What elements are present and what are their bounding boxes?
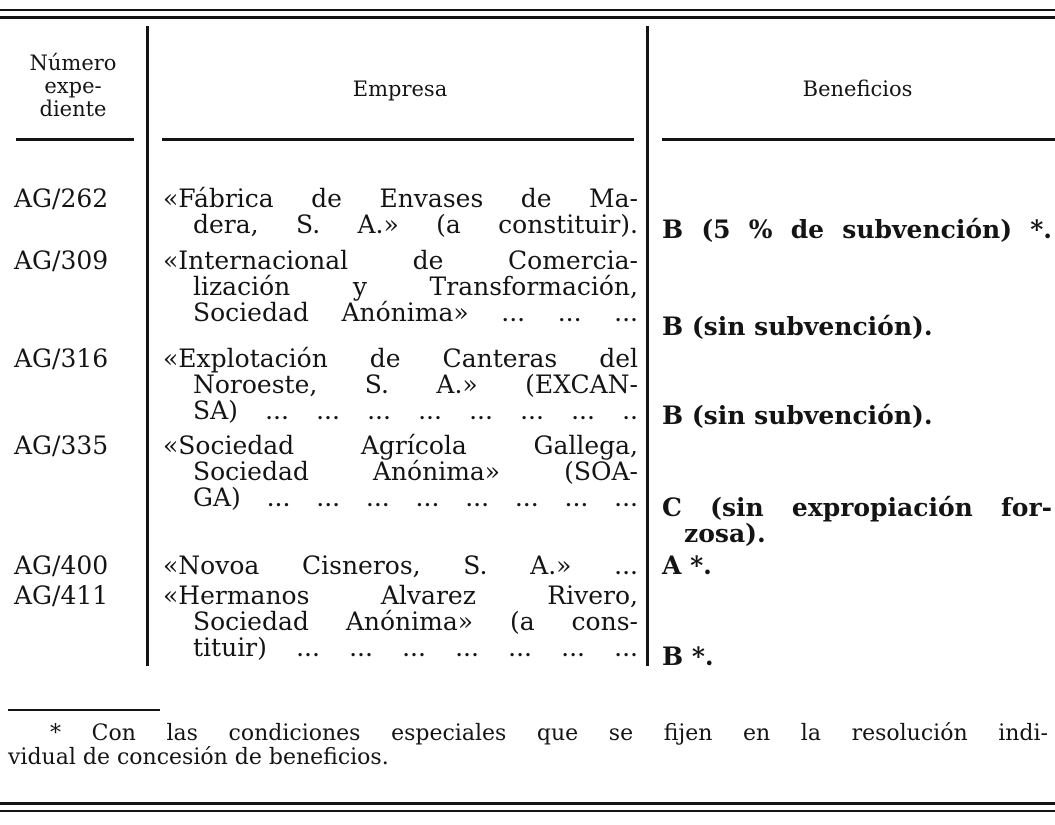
header-numero-expediente: [8, 52, 138, 121]
header-numero-line-2: expe-: [44, 74, 102, 98]
row-4-beneficios-line-2: zosa).: [684, 519, 766, 548]
header-rule-col2: [162, 138, 634, 141]
row-1-empresa-line-2: dera, S. A.» (a constituir).: [193, 210, 638, 239]
row-2-beneficios-line-1: B (sin subvención).: [662, 312, 933, 341]
row-6-empresa-line-2: Sociedad Anónima» (a cons-: [193, 607, 638, 636]
row-6-beneficios-line-1: B *.: [662, 642, 714, 671]
row-4-empresa: [163, 433, 638, 511]
row-3-empresa-line-2: Noroeste, S. A.» (EXCAN-: [193, 370, 638, 399]
row-6-empresa-line-3: tituir) ... ... ... ... ... ... ...: [193, 633, 638, 662]
top-rule-thick: [0, 16, 1055, 19]
row-2-empresa-line-3: Sociedad Anónima» ... ... ...: [193, 298, 638, 327]
column-divider-1: [146, 26, 149, 666]
row-1-beneficios: [662, 217, 1052, 243]
header-rule-col3: [662, 138, 1055, 141]
row-1-numero: AG/262: [14, 184, 109, 213]
footnote-line-1: * Con las condiciones especiales que se fijen en la resolución indi-: [50, 721, 1048, 746]
row-2-empresa-line-1: «Internacional de Comercia-: [163, 246, 638, 275]
row-3-numero: AG/316: [14, 344, 109, 373]
row-5-numero: AG/400: [14, 551, 109, 580]
column-divider-2: [646, 26, 649, 666]
header-empresa: Empresa: [352, 77, 448, 101]
row-5-beneficios-line-1: A *.: [662, 551, 712, 580]
row-5-beneficios: [662, 553, 1052, 579]
row-1-empresa: [163, 186, 638, 238]
row-3-beneficios: [662, 403, 1052, 429]
row-4-empresa-line-1: «Sociedad Agrícola Gallega,: [163, 431, 638, 460]
row-6-numero: AG/411: [14, 581, 109, 610]
header-beneficios: Beneficios: [802, 77, 913, 101]
row-1-empresa-line-1: «Fábrica de Envases de Ma-: [163, 184, 638, 213]
row-1-beneficios-line-1: B (5 % de subvención) *.: [662, 215, 1052, 244]
row-6-empresa: [163, 583, 638, 661]
footnote: [8, 722, 1048, 770]
row-4-numero: AG/335: [14, 431, 109, 460]
row-2-beneficios: [662, 314, 1052, 340]
top-rule-thin: [0, 9, 1055, 11]
row-3-empresa: [163, 346, 638, 424]
row-5-empresa-line-1: «Novoa Cisneros, S. A.» ...: [163, 551, 638, 580]
row-4-beneficios-line-1: C (sin expropiación for-: [662, 493, 1052, 522]
header-rule-col1: [16, 138, 134, 141]
row-3-empresa-line-1: «Explotación de Canteras del: [163, 344, 638, 373]
row-6-beneficios: [662, 644, 1052, 670]
row-4-empresa-line-3: GA) ... ... ... ... ... ... ... ...: [193, 483, 638, 512]
footnote-separator: [8, 709, 160, 711]
bottom-rule-thick: [0, 802, 1055, 805]
footnote-line-2: vidual de concesión de beneficios.: [8, 745, 389, 770]
row-4-empresa-line-2: Sociedad Anónima» (SOA-: [193, 457, 638, 486]
header-numero-line-3: diente: [39, 97, 107, 121]
row-3-empresa-line-3: SA) ... ... ... ... ... ... ... ..: [193, 396, 638, 425]
row-3-beneficios-line-1: B (sin subvención).: [662, 401, 933, 430]
bottom-rule-thin: [0, 810, 1055, 812]
header-numero-line-1: Número: [29, 51, 117, 75]
row-6-empresa-line-1: «Hermanos Alvarez Rivero,: [163, 581, 638, 610]
row-2-empresa: [163, 248, 638, 326]
row-2-numero: AG/309: [14, 246, 109, 275]
row-5-empresa: [163, 553, 638, 579]
row-2-empresa-line-2: lización y Transformación,: [193, 272, 638, 301]
row-4-beneficios: [662, 495, 1052, 547]
